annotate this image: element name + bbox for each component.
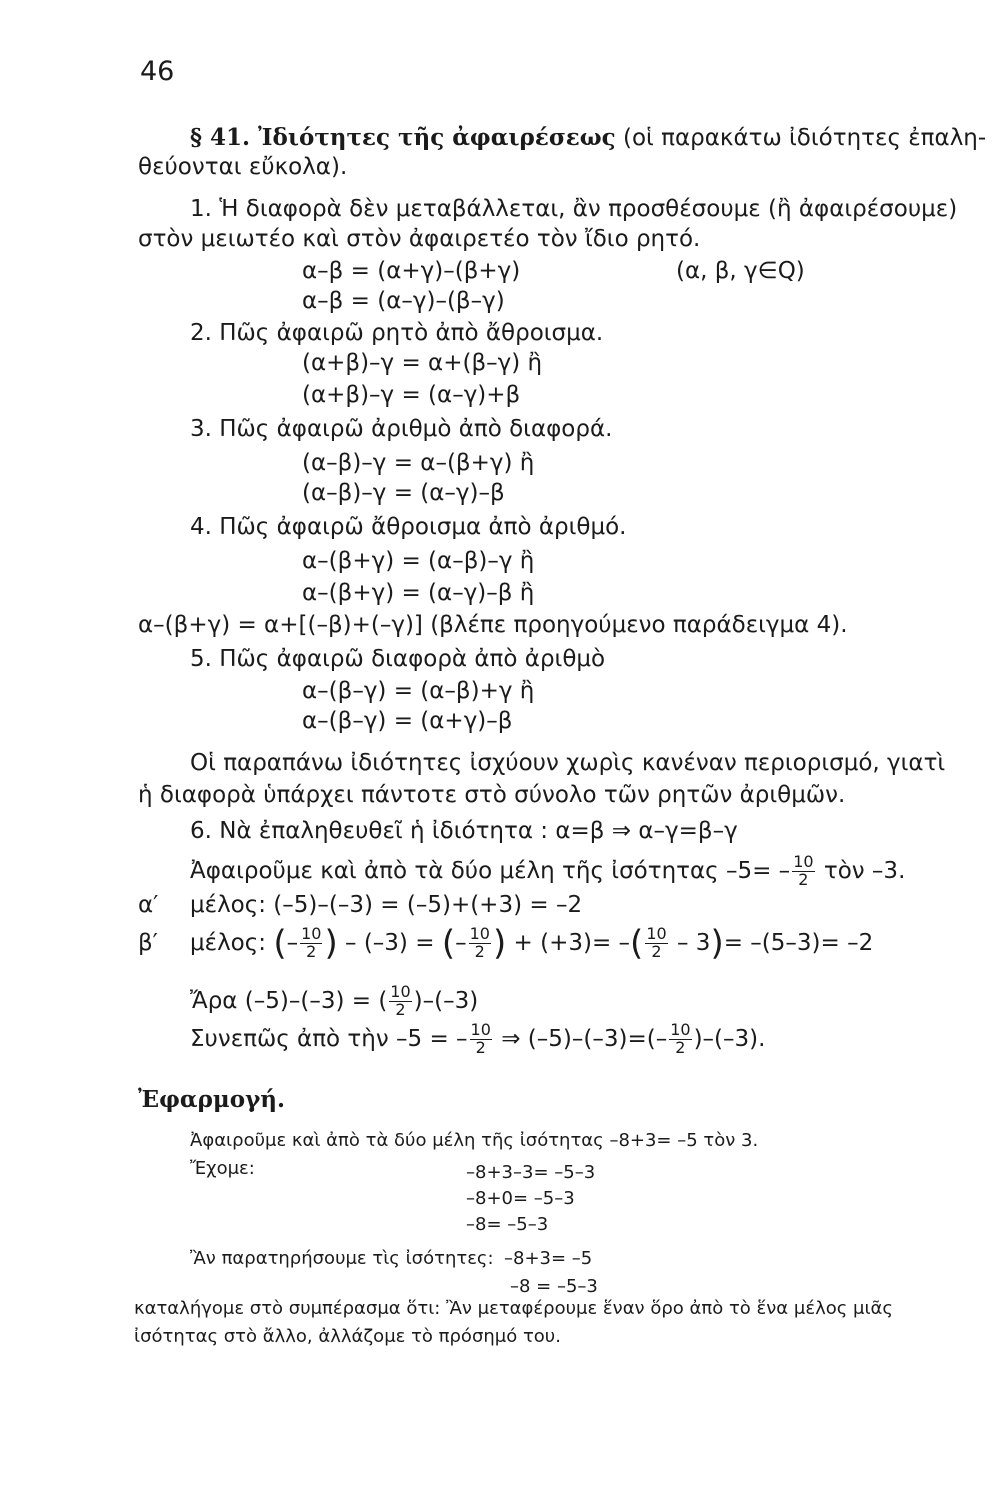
- observe-label: Ἂν παρατηρήσουμε τὶς ἰσότητες:: [190, 1248, 494, 1269]
- note-text: Οἱ παραπάνω ἰδιότητες ἰσχύουν χωρὶς κανέναν περιορισμό, γιατὶ: [190, 750, 946, 776]
- application-eq-1: –8+3–3= –5–3: [466, 1162, 596, 1183]
- member-a-calc: μέλος: (–5)–(–3) = (–5)+(+3) = –2: [190, 892, 583, 918]
- page-number: 46: [140, 56, 175, 87]
- application-step: Ἀφαιροῦμε καὶ ἀπὸ τὰ δύο μέλη τῆς ἰσότητας –8+3= –5 τὸν 3.: [190, 1130, 759, 1151]
- member-b-calc: μέλος: (– $\frac{10}{2}$ ) – (–3) = (– $\frac{10}{2}$ ) + (+3)= –( $\frac{10}{2}$ – 3)= –(5–3)= –2: [190, 923, 874, 964]
- member-b-label: β′: [138, 930, 158, 956]
- property-2-title: 2. Πῶς ἀφαιρῶ ρητὸ ἀπὸ ἄθροισμα.: [190, 320, 604, 346]
- application-heading: Ἐφαρμογή.: [138, 1086, 285, 1113]
- application-eq-2: –8+0= –5–3: [466, 1188, 575, 1209]
- property-4-formula-3: α–(β+γ) = α+[(–β)+(–γ)] (βλέπε προηγούμενο παράδειγμα 4).: [138, 612, 848, 638]
- property-3-formula-1: (α–β)–γ = α–(β+γ) ἢ: [302, 450, 535, 476]
- property-4-formula-1: α–(β+γ) = (α–β)–γ ἢ: [302, 548, 535, 574]
- property-2-formula-1: (α+β)–γ = α+(β–γ) ἢ: [302, 350, 543, 376]
- section-heading-line: [190, 126, 986, 150]
- property-5-formula-2: α–(β–γ) = (α+γ)–β: [302, 708, 513, 734]
- property-2-formula-2: (α+β)–γ = (α–γ)+β: [302, 382, 521, 408]
- application-have-label: Ἔχομε:: [190, 1158, 255, 1179]
- property-1-formula-1: α–β = (α+γ)–(β+γ): [302, 258, 521, 284]
- section-intro-cont: θεύονται εὔκολα).: [138, 154, 348, 180]
- property-5-title: 5. Πῶς ἀφαιρῶ διαφορὰ ἀπὸ ἀριθμὸ: [190, 646, 606, 672]
- property-1-formula-2: α–β = (α–γ)–(β–γ): [302, 288, 505, 314]
- section-intro: (οἱ παρακάτω ἰδιότητες ἐπαλη-: [622, 125, 987, 151]
- property-6-title: 6. Νὰ ἐπαληθευθεῖ ἡ ἰδιότητα : α=β ⇒ α–γ=β–γ: [190, 818, 738, 844]
- observe-eq-2: –8 = –5–3: [510, 1276, 598, 1297]
- property-3-title: 3. Πῶς ἀφαιρῶ ἀριθμὸ ἀπὸ διαφορά.: [190, 416, 613, 442]
- conclusion-text-cont: ἰσότητας στὸ ἄλλο, ἀλλάζομε τὸ πρόσημό του.: [134, 1326, 561, 1347]
- note-text-cont: ἡ διαφορὰ ὑπάρχει πάντοτε στὸ σύνολο τῶν ρητῶν ἀριθμῶν.: [138, 782, 846, 808]
- fraction-ten-halves: $\frac{10}{2}$: [793, 852, 814, 889]
- property-4-formula-2: α–(β+γ) = (α–γ)–β ἢ: [302, 580, 535, 606]
- conclusion-text: καταλήγομε στὸ συμπέρασμα ὅτι: Ἂν μεταφέρουμε ἕναν ὅρο ἀπὸ τὸ ἕνα μέλος μιᾶς: [134, 1298, 893, 1319]
- property-1-text-cont: στὸν μειωτέο καὶ στὸν ἀφαιρετέο τὸν ἴδιο ρητό.: [138, 226, 701, 252]
- property-4-title: 4. Πῶς ἀφαιρῶ ἄθροισμα ἀπὸ ἀριθμό.: [190, 514, 627, 540]
- application-eq-3: –8= –5–3: [466, 1214, 549, 1235]
- property-1-text: 1. Ἡ διαφορὰ δὲν μεταβάλλεται, ἂν προσθέσουμε (ἢ ἀφαιρέσουμε): [190, 196, 958, 222]
- property-5-formula-1: α–(β–γ) = (α–β)+γ ἢ: [302, 678, 535, 704]
- property-1-domain-note: (α, β, γ∈Q): [676, 258, 805, 284]
- therefore-line: Ἄρα (–5)–(–3) = ( $\frac{10}{2}$ )–(–3): [190, 982, 479, 1019]
- observe-eq-1: –8+3= –5: [504, 1248, 593, 1269]
- property-6-step: Ἀφαιροῦμε καὶ ἀπὸ τὰ δύο μέλη τῆς ἰσότητας –5= – $\frac{10}{2}$ τὸν –3.: [190, 852, 906, 889]
- property-3-formula-2: (α–β)–γ = (α–γ)–β: [302, 480, 505, 506]
- section-heading: § 41. Ἰδιότητες τῆς ἀφαιρέσεως: [190, 124, 616, 151]
- member-a-label: α′: [138, 892, 159, 918]
- consequently-line: Συνεπῶς ἀπὸ τὴν –5 = – $\frac{10}{2}$ ⇒ (–5)–(–3)=(– $\frac{10}{2}$ )–(–3).: [190, 1020, 766, 1057]
